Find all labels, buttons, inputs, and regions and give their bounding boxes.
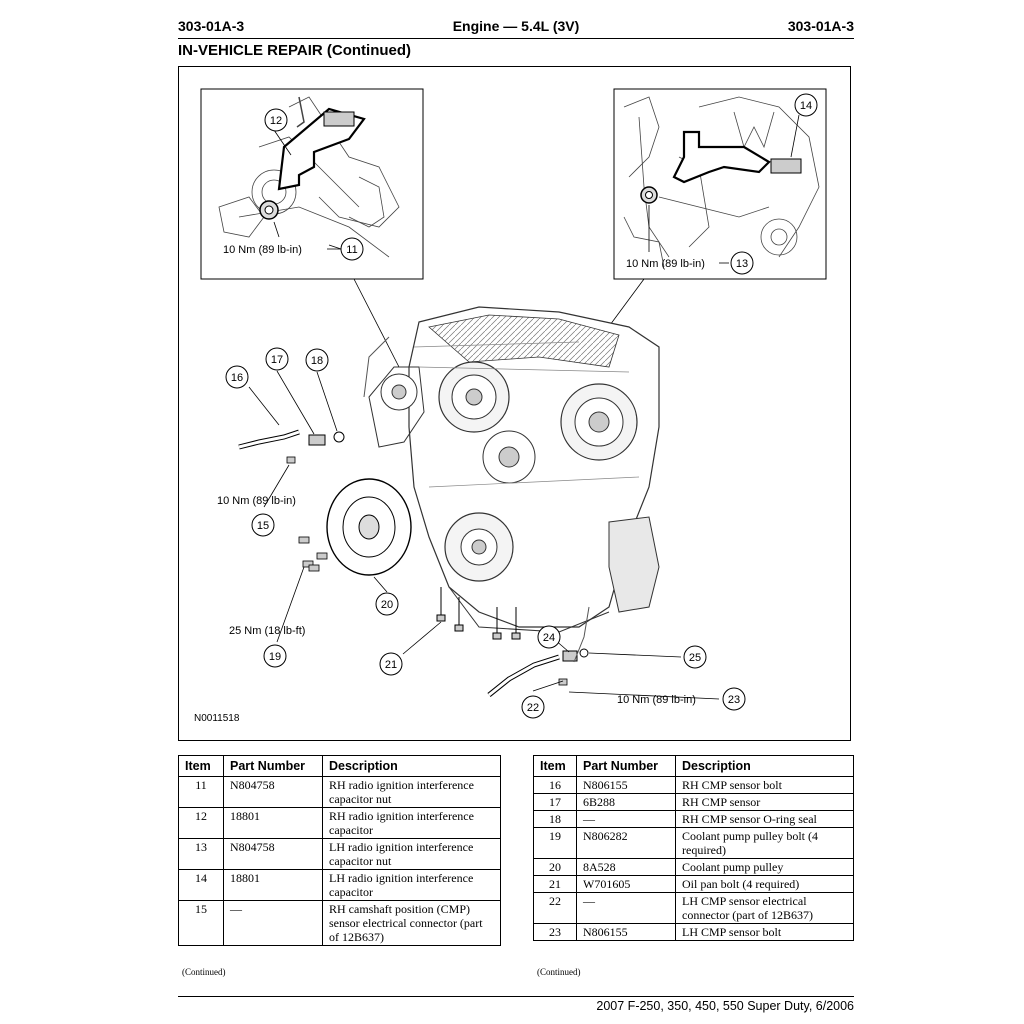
callout-15: 15 xyxy=(256,520,270,532)
item-number: 15 xyxy=(179,901,224,946)
part-number: N804758 xyxy=(224,839,323,870)
part-number: 18801 xyxy=(224,808,323,839)
part-number: 6B288 xyxy=(577,794,676,811)
callout-18: 18 xyxy=(310,355,324,367)
item-number: 18 xyxy=(534,811,577,828)
torque-spec-15: 10 Nm (89 lb-in) xyxy=(217,495,296,507)
table-row xyxy=(534,794,854,811)
item-number: 14 xyxy=(179,870,224,901)
part-description: RH radio ignition interference capacitor xyxy=(323,808,501,839)
item-number: 22 xyxy=(534,893,577,924)
col-desc-header: Description xyxy=(323,756,501,777)
table-row xyxy=(534,876,854,893)
col-part-header: Part Number xyxy=(577,756,676,777)
item-number: 21 xyxy=(534,876,577,893)
part-number: N806155 xyxy=(577,924,676,941)
callout-14: 14 xyxy=(799,100,813,112)
callout-12: 12 xyxy=(269,115,283,127)
torque-spec-13: 10 Nm (89 lb-in) xyxy=(626,258,705,270)
part-number: N806282 xyxy=(577,828,676,859)
table-row xyxy=(534,777,854,794)
col-item-header: Item xyxy=(534,756,577,777)
part-description: LH CMP sensor electrical connector (part of 12B637) xyxy=(676,893,854,924)
part-description: RH CMP sensor O-ring seal xyxy=(676,811,854,828)
part-description: RH CMP sensor bolt xyxy=(676,777,854,794)
callout-11: 11 xyxy=(346,244,358,256)
engine-illustration xyxy=(179,67,852,742)
table-row xyxy=(534,811,854,828)
callout-20: 20 xyxy=(380,599,394,611)
torque-spec-19: 25 Nm (18 lb-ft) xyxy=(229,625,306,637)
part-number: 8A528 xyxy=(577,859,676,876)
table-row xyxy=(534,828,854,859)
engine-block xyxy=(364,307,659,632)
part-description: LH radio ignition interference capacitor nut xyxy=(323,839,501,870)
col-item-header: Item xyxy=(179,756,224,777)
callout-21: 21 xyxy=(384,659,398,671)
callout-19: 19 xyxy=(268,651,282,663)
pulley-bolts xyxy=(299,537,327,571)
part-number: — xyxy=(577,811,676,828)
table-row xyxy=(179,808,501,839)
callout-13: 13 xyxy=(735,258,749,270)
item-number: 17 xyxy=(534,794,577,811)
item-number: 12 xyxy=(179,808,224,839)
footer-rule xyxy=(178,996,854,997)
part-description: RH radio ignition interference capacitor nut xyxy=(323,777,501,808)
table-row xyxy=(179,870,501,901)
part-number: N806155 xyxy=(577,777,676,794)
torque-spec-23: 10 Nm (89 lb-in) xyxy=(617,694,696,706)
header-center: Engine — 5.4L (3V) xyxy=(452,18,580,34)
part-description: Oil pan bolt (4 required) xyxy=(676,876,854,893)
item-number: 16 xyxy=(534,777,577,794)
table-row xyxy=(179,901,501,946)
part-number: W701605 xyxy=(577,876,676,893)
col-desc-header: Description xyxy=(676,756,854,777)
part-description: LH CMP sensor bolt xyxy=(676,924,854,941)
item-number: 20 xyxy=(534,859,577,876)
table-row xyxy=(179,839,501,870)
callout-17: 17 xyxy=(270,354,284,366)
part-number: — xyxy=(224,901,323,946)
part-number: 18801 xyxy=(224,870,323,901)
torque-spec-11: 10 Nm (89 lb-in) xyxy=(223,244,302,256)
header-right: 303-01A-3 xyxy=(787,18,854,34)
coolant-pump-pulley xyxy=(327,479,411,575)
part-number: — xyxy=(577,893,676,924)
table-row xyxy=(179,777,501,808)
continued-right: (Continued) xyxy=(537,967,581,977)
part-number: N804758 xyxy=(224,777,323,808)
callout-22: 22 xyxy=(526,702,540,714)
part-description: Coolant pump pulley xyxy=(676,859,854,876)
callout-23: 23 xyxy=(727,694,741,706)
table-row xyxy=(534,893,854,924)
part-description: Coolant pump pulley bolt (4 required) xyxy=(676,828,854,859)
page-header xyxy=(178,18,854,38)
parts-table-right xyxy=(533,755,854,941)
part-description: RH camshaft position (CMP) sensor electrical connector (part of 12B637) xyxy=(323,901,501,946)
item-number: 23 xyxy=(534,924,577,941)
part-description: RH CMP sensor xyxy=(676,794,854,811)
continued-left: (Continued) xyxy=(182,967,226,977)
inset-right-lh-capacitor xyxy=(614,89,826,279)
engine-figure xyxy=(178,66,851,741)
section-title: IN-VEHICLE REPAIR (Continued) xyxy=(178,42,412,59)
figure-id: N0011518 xyxy=(194,713,240,724)
table-row xyxy=(534,924,854,941)
callout-24: 24 xyxy=(542,632,556,644)
part-description: LH radio ignition interference capacitor xyxy=(323,870,501,901)
item-number: 11 xyxy=(179,777,224,808)
header-rule xyxy=(178,38,854,39)
item-number: 13 xyxy=(179,839,224,870)
item-number: 19 xyxy=(534,828,577,859)
table-row xyxy=(534,859,854,876)
col-part-header: Part Number xyxy=(224,756,323,777)
header-left: 303-01A-3 xyxy=(178,18,245,34)
page-footer: 2007 F-250, 350, 450, 550 Super Duty, 6/2006 xyxy=(596,999,854,1013)
callout-16: 16 xyxy=(230,372,244,384)
callout-25: 25 xyxy=(688,652,702,664)
parts-table-left xyxy=(178,755,501,946)
